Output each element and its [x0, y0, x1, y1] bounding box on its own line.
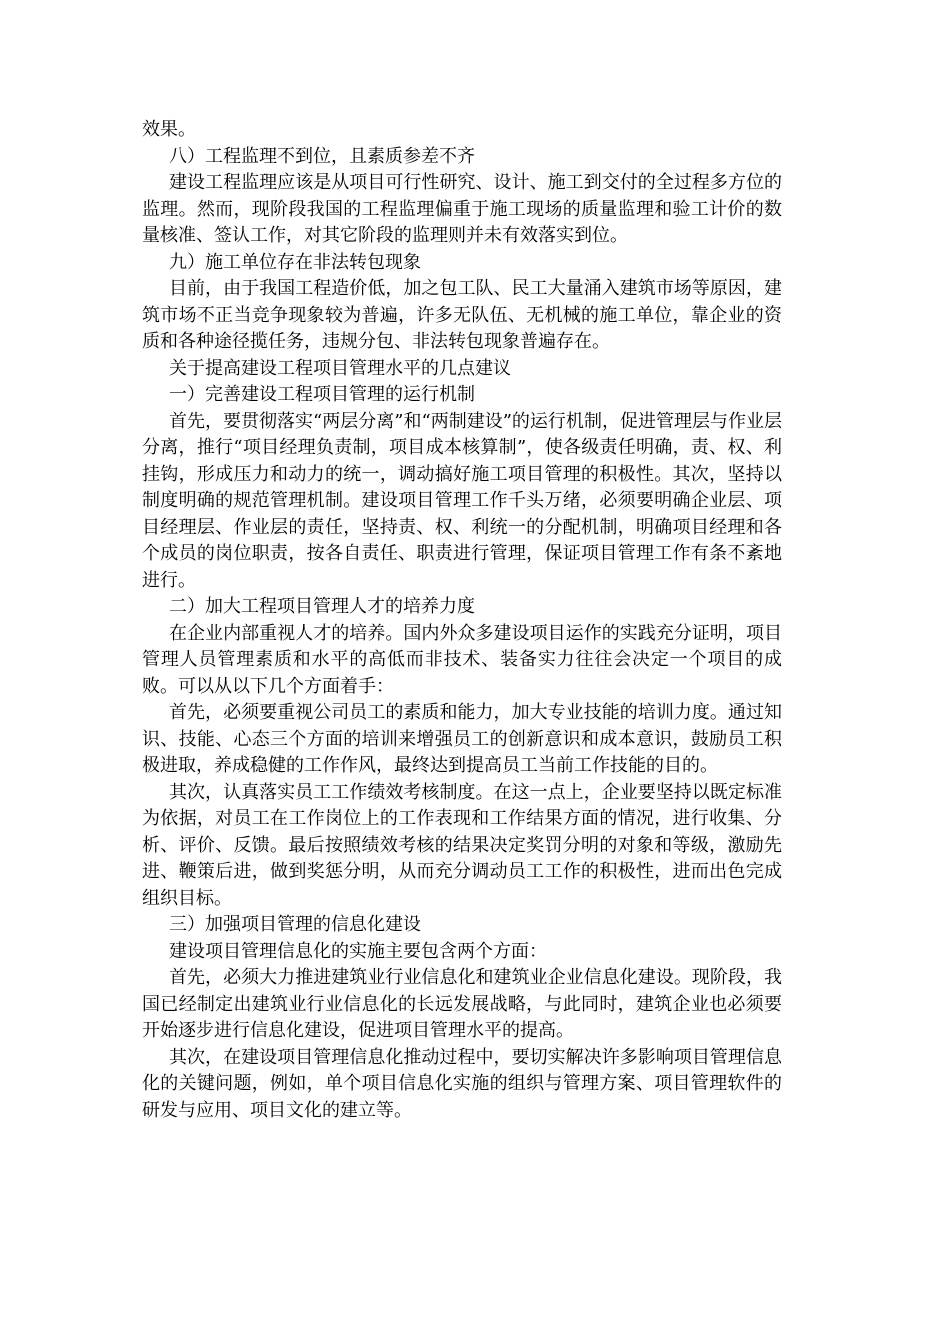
section-heading-9: 九）施工单位存在非法转包现象 [169, 251, 421, 273]
paragraph: 首先，必须要重视公司员工的素质和能力，加大专业技能的培训力度。通过知识、技能、心态三个方面的培训来增强员工的创新意识和成本意识，鼓励员工积极进取，养成稳健的工作作风，最终达到提高员工当前工作技能的目的。 [142, 702, 782, 776]
paragraph: 建设工程监理应该是从项目可行性研究、设计、施工到交付的全过程多方位的监理。然而，现阶段我国的工程监理偏重于施工现场的质量监理和验工计价的数量核准、签认工作，对其它阶段的监理则并未有效落实到位。 [142, 172, 782, 246]
document-page [142, 117, 782, 1124]
paragraph-continuation: 效果。 [142, 119, 196, 140]
section-heading-1: 一）完善建设工程项目管理的运行机制 [169, 384, 475, 405]
section-heading-suggestions: 关于提高建设工程项目管理水平的几点建议 [169, 357, 511, 379]
paragraph: 首先，必须大力推进建筑业行业信息化和建筑业企业信息化建设。现阶段，我国已经制定出建筑业行业信息化的长远发展战略，与此同时，建筑企业也必须要开始逐步进行信息化建设，促进项目管理水平的提高。 [142, 967, 782, 1041]
paragraph: 首先，要贯彻落实“两层分离”和“两制建设”的运行机制，促进管理层与作业层分离，推行“项目经理负责制，项目成本核算制”，使各级责任明确，责、权、利挂钩，形成压力和动力的统一，调动搞好施工项目管理的积极性。其次，坚持以制度明确的规范管理机制。建设项目管理工作千头万绪，必须要明确企业层、项目经理层、作业层的责任，坚持责、权、利统一的分配机制，明确项目经理和各个成员的岗位职责，按各自责任、职责进行管理，保证项目管理工作有条不紊地进行。 [142, 410, 782, 591]
paragraph: 在企业内部重视人才的培养。国内外众多建设项目运作的实践充分证明，项目管理人员管理素质和水平的高低而非技术、装备实力往往会决定一个项目的成败。可以从以下几个方面着手： [142, 622, 782, 697]
section-heading-8: 八）工程监理不到位，且素质参差不齐 [169, 145, 475, 167]
section-heading-3: 三）加强项目管理的信息化建设 [169, 914, 421, 935]
paragraph: 建设项目管理信息化的实施主要包含两个方面： [169, 940, 547, 962]
paragraph: 其次，在建设项目管理信息化推动过程中，要切实解决许多影响项目管理信息化的关键问题，例如，单个项目信息化实施的组织与管理方案、项目管理软件的研发与应用、项目文化的建立等。 [142, 1046, 782, 1121]
section-heading-2: 二）加大工程项目管理人才的培养力度 [169, 596, 475, 617]
paragraph: 其次，认真落实员工工作绩效考核制度。在这一点上，企业要坚持以既定标准为依据，对员工在工作岗位上的工作表现和工作结果方面的情况，进行收集、分析、评价、反馈。最后按照绩效考核的结果决定奖罚分明的对象和等级，激励先进、鞭策后进，做到奖惩分明，从而充分调动员工工作的积极性，进而出色完成组织目标。 [142, 781, 782, 909]
paragraph: 目前，由于我国工程造价低，加之包工队、民工大量涌入建筑市场等原因，建筑市场不正当竞争现象较为普遍，许多无队伍、无机械的施工单位，靠企业的资质和各种途径揽任务，违规分包、非法转包现象普遍存在。 [142, 278, 782, 352]
